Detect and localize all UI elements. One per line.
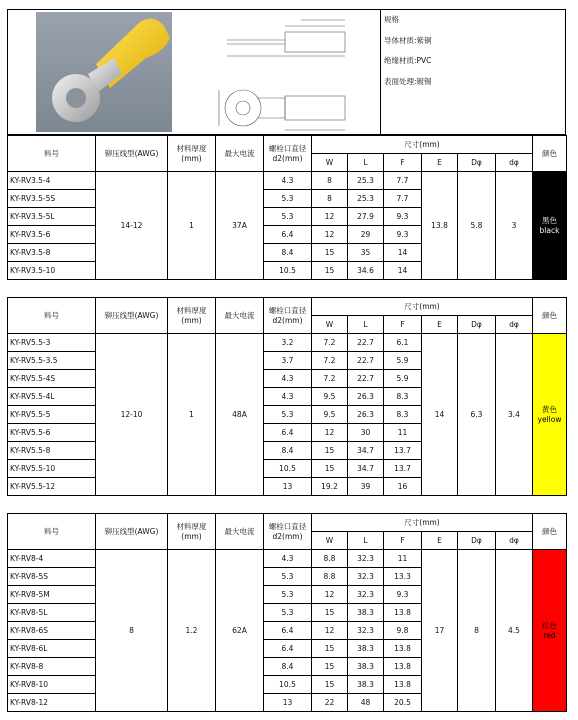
col-awg: 铆压线型(AWG) [96, 136, 168, 172]
d2-value: 6.4 [264, 424, 312, 442]
spec-surface: 表面处理:镀锡 [384, 76, 432, 86]
table-row-part: KY-RV8-5M [8, 586, 96, 604]
f-value: 13.7 [384, 460, 422, 478]
spec-table-rv8 [7, 513, 567, 712]
table-row-part: KY-RV8-5L [8, 604, 96, 622]
d-value: 4.5 [496, 550, 533, 712]
col-D: Dφ [458, 316, 496, 334]
d2-value: 10.5 [264, 262, 312, 280]
d2-value: 5.3 [264, 586, 312, 604]
color-cn: 黄色 [542, 405, 557, 415]
w-value: 8.8 [312, 550, 348, 568]
table-row-part: KY-RV5.5-8 [8, 442, 96, 460]
awg-value: 12-10 [96, 334, 168, 496]
f-value: 5.9 [384, 370, 422, 388]
col-dims: 尺寸(mm) [312, 298, 533, 316]
col-e: E [422, 316, 458, 334]
f-value: 20.5 [384, 694, 422, 712]
color-en: yellow [537, 414, 562, 424]
technical-drawing [205, 12, 373, 132]
D-value: 5.8 [458, 172, 496, 280]
col-w: W [312, 532, 348, 550]
l-value: 22.7 [348, 370, 384, 388]
col-current: 最大电流 [216, 514, 264, 550]
col-dims: 尺寸(mm) [312, 514, 533, 532]
d2-value: 5.3 [264, 208, 312, 226]
table-row-part: KY-RV5.5-4S [8, 370, 96, 388]
table-row-part: KY-RV5.5-3 [8, 334, 96, 352]
table-row-part: KY-RV8-6S [8, 622, 96, 640]
col-color: 颜色 [533, 298, 567, 334]
color-swatch-yellow [533, 334, 567, 496]
w-value: 15 [312, 442, 348, 460]
w-value: 8.8 [312, 568, 348, 586]
col-l: L [348, 316, 384, 334]
col-f: F [384, 154, 422, 172]
l-value: 32.3 [348, 550, 384, 568]
l-value: 38.3 [348, 640, 384, 658]
w-value: 7.2 [312, 352, 348, 370]
d2-value: 5.3 [264, 568, 312, 586]
spec-table-rv35 [7, 135, 567, 280]
col-stud: 螺栓口直径d2(mm) [264, 136, 312, 172]
col-d: dφ [496, 154, 533, 172]
table-row-part: KY-RV3.5-10 [8, 262, 96, 280]
d2-value: 8.4 [264, 442, 312, 460]
w-value: 9.5 [312, 388, 348, 406]
f-value: 13.7 [384, 442, 422, 460]
d2-value: 8.4 [264, 244, 312, 262]
w-value: 12 [312, 586, 348, 604]
l-value: 38.3 [348, 676, 384, 694]
f-value: 11 [384, 550, 422, 568]
d2-value: 4.3 [264, 172, 312, 190]
l-value: 34.7 [348, 460, 384, 478]
spec-conductor: 导体材质:紫铜 [384, 35, 432, 45]
color-swatch-red [533, 550, 567, 712]
l-value: 25.3 [348, 190, 384, 208]
f-value: 9.3 [384, 226, 422, 244]
l-value: 25.3 [348, 172, 384, 190]
f-value: 8.3 [384, 388, 422, 406]
current-value: 48A [216, 334, 264, 496]
w-value: 15 [312, 676, 348, 694]
table-row-part: KY-RV3.5-4 [8, 172, 96, 190]
d2-value: 4.3 [264, 550, 312, 568]
w-value: 12 [312, 424, 348, 442]
l-value: 32.3 [348, 622, 384, 640]
col-thickness: 材料厚度(mm) [168, 298, 216, 334]
col-w: W [312, 154, 348, 172]
thickness-value: 1.2 [168, 550, 216, 712]
table-row-part: KY-RV5.5-10 [8, 460, 96, 478]
col-f: F [384, 316, 422, 334]
current-value: 37A [216, 172, 264, 280]
l-value: 22.7 [348, 352, 384, 370]
f-value: 7.7 [384, 190, 422, 208]
thickness-value: 1 [168, 172, 216, 280]
col-D: Dφ [458, 154, 496, 172]
ring-terminal-photo [36, 12, 172, 132]
f-value: 6.1 [384, 334, 422, 352]
w-value: 12 [312, 622, 348, 640]
D-value: 6.3 [458, 334, 496, 496]
w-value: 15 [312, 244, 348, 262]
col-thickness: 材料厚度(mm) [168, 136, 216, 172]
d2-value: 10.5 [264, 460, 312, 478]
d2-value: 8.4 [264, 658, 312, 676]
f-value: 9.8 [384, 622, 422, 640]
D-value: 8 [458, 550, 496, 712]
l-value: 22.7 [348, 334, 384, 352]
col-w: W [312, 316, 348, 334]
d2-value: 4.3 [264, 370, 312, 388]
l-value: 38.3 [348, 604, 384, 622]
current-value: 62A [216, 550, 264, 712]
table-row-part: KY-RV8-4 [8, 550, 96, 568]
col-part: 料号 [8, 298, 96, 334]
table-row-part: KY-RV8-10 [8, 676, 96, 694]
spec-table-rv55 [7, 297, 567, 496]
col-e: E [422, 532, 458, 550]
f-value: 16 [384, 478, 422, 496]
awg-value: 8 [96, 550, 168, 712]
color-en: black [539, 225, 560, 235]
spec-insulation: 绝缘材质:PVC [384, 56, 432, 65]
col-color: 颜色 [533, 514, 567, 550]
w-value: 7.2 [312, 370, 348, 388]
color-cn: 红色 [542, 621, 557, 631]
color-cn: 黑色 [542, 216, 557, 226]
col-current: 最大电流 [216, 298, 264, 334]
w-value: 15 [312, 640, 348, 658]
f-value: 5.9 [384, 352, 422, 370]
col-e: E [422, 154, 458, 172]
d2-value: 13 [264, 478, 312, 496]
col-awg: 铆压线型(AWG) [96, 298, 168, 334]
w-value: 15 [312, 262, 348, 280]
col-l: L [348, 532, 384, 550]
col-part: 料号 [8, 514, 96, 550]
color-swatch-black [533, 172, 567, 280]
l-value: 32.3 [348, 568, 384, 586]
table-row-part: KY-RV8-8 [8, 658, 96, 676]
l-value: 32.3 [348, 586, 384, 604]
l-value: 26.3 [348, 388, 384, 406]
header-divider [380, 9, 381, 135]
table-row-part: KY-RV5.5-12 [8, 478, 96, 496]
w-value: 12 [312, 226, 348, 244]
col-l: L [348, 154, 384, 172]
d2-value: 6.4 [264, 640, 312, 658]
table-row-part: KY-RV3.5-8 [8, 244, 96, 262]
d2-value: 6.4 [264, 226, 312, 244]
l-value: 34.7 [348, 442, 384, 460]
f-value: 13.8 [384, 604, 422, 622]
w-value: 8 [312, 190, 348, 208]
col-part: 料号 [8, 136, 96, 172]
col-stud: 螺栓口直径d2(mm) [264, 298, 312, 334]
d-value: 3 [496, 172, 533, 280]
f-value: 7.7 [384, 172, 422, 190]
color-en: red [543, 630, 556, 640]
f-value: 13.8 [384, 676, 422, 694]
table-row-part: KY-RV3.5-5S [8, 190, 96, 208]
e-value: 13.8 [422, 172, 458, 280]
d2-value: 13 [264, 694, 312, 712]
col-dims: 尺寸(mm) [312, 136, 533, 154]
e-value: 17 [422, 550, 458, 712]
table-row-part: KY-RV8-6L [8, 640, 96, 658]
col-stud: 螺栓口直径d2(mm) [264, 514, 312, 550]
col-color: 颜色 [533, 136, 567, 172]
col-thickness: 材料厚度(mm) [168, 514, 216, 550]
d2-value: 5.3 [264, 406, 312, 424]
w-value: 9.5 [312, 406, 348, 424]
d2-value: 5.3 [264, 604, 312, 622]
d2-value: 5.3 [264, 190, 312, 208]
w-value: 19.2 [312, 478, 348, 496]
table-row-part: KY-RV8-12 [8, 694, 96, 712]
spec-info [384, 10, 432, 92]
col-D: Dφ [458, 532, 496, 550]
l-value: 27.9 [348, 208, 384, 226]
w-value: 15 [312, 604, 348, 622]
f-value: 13.8 [384, 658, 422, 676]
table-row-part: KY-RV8-5S [8, 568, 96, 586]
table-row-part: KY-RV5.5-3.5 [8, 352, 96, 370]
spec-title: 规格 [384, 15, 399, 24]
f-value: 13.8 [384, 640, 422, 658]
l-value: 35 [348, 244, 384, 262]
dimension-drawing [205, 12, 373, 132]
col-d: dφ [496, 316, 533, 334]
table-row-part: KY-RV3.5-5L [8, 208, 96, 226]
table-row-part: KY-RV5.5-5 [8, 406, 96, 424]
table-row-part: KY-RV5.5-6 [8, 424, 96, 442]
l-value: 38.3 [348, 658, 384, 676]
l-value: 48 [348, 694, 384, 712]
l-value: 34.6 [348, 262, 384, 280]
f-value: 13.3 [384, 568, 422, 586]
d2-value: 10.5 [264, 676, 312, 694]
col-current: 最大电流 [216, 136, 264, 172]
d2-value: 6.4 [264, 622, 312, 640]
w-value: 22 [312, 694, 348, 712]
table-row-part: KY-RV3.5-6 [8, 226, 96, 244]
f-value: 14 [384, 262, 422, 280]
f-value: 9.3 [384, 208, 422, 226]
l-value: 39 [348, 478, 384, 496]
w-value: 7.2 [312, 334, 348, 352]
l-value: 26.3 [348, 406, 384, 424]
table-row-part: KY-RV5.5-4L [8, 388, 96, 406]
f-value: 9.3 [384, 586, 422, 604]
d2-value: 3.2 [264, 334, 312, 352]
col-d: dφ [496, 532, 533, 550]
l-value: 29 [348, 226, 384, 244]
w-value: 15 [312, 460, 348, 478]
f-value: 14 [384, 244, 422, 262]
awg-value: 14-12 [96, 172, 168, 280]
w-value: 12 [312, 208, 348, 226]
d2-value: 3.7 [264, 352, 312, 370]
w-value: 15 [312, 658, 348, 676]
w-value: 8 [312, 172, 348, 190]
f-value: 8.3 [384, 406, 422, 424]
f-value: 11 [384, 424, 422, 442]
e-value: 14 [422, 334, 458, 496]
product-photo [36, 12, 172, 132]
col-f: F [384, 532, 422, 550]
d2-value: 4.3 [264, 388, 312, 406]
d-value: 3.4 [496, 334, 533, 496]
col-awg: 铆压线型(AWG) [96, 514, 168, 550]
thickness-value: 1 [168, 334, 216, 496]
l-value: 30 [348, 424, 384, 442]
